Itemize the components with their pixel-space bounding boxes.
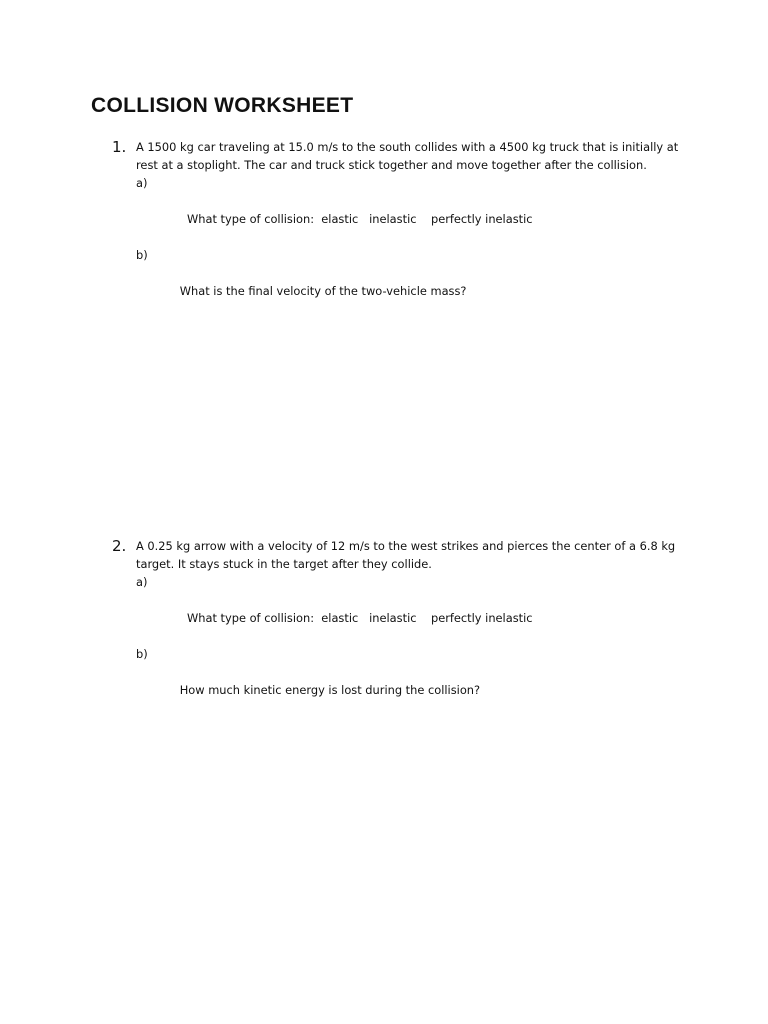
part-label: b) [136, 248, 148, 262]
question-part-b [136, 645, 682, 717]
part-text: How much kinetic energy is lost during the collision? [179, 683, 481, 697]
part-label: b) [136, 647, 148, 661]
question-1 [112, 138, 682, 318]
question-part-a [136, 573, 682, 645]
question-number: 1. [112, 138, 127, 156]
question-parts [136, 174, 682, 318]
question-number: 2. [112, 537, 127, 555]
page-title: COLLISION WORKSHEET [91, 94, 354, 117]
question-2 [112, 537, 682, 717]
question-part-a [136, 174, 682, 246]
question-parts [136, 573, 682, 717]
part-text: What type of collision: elastic inelastic perfectly inelastic [179, 212, 533, 226]
question-text: A 1500 kg car traveling at 15.0 m/s to the south collides with a 4500 kg truck that is initially at rest at a stoplight. The car and truck stick together and move together after the collision. [136, 140, 679, 172]
part-label: a) [136, 176, 148, 190]
question-text: A 0.25 kg arrow with a velocity of 12 m/s to the west strikes and pierces the center of a 6.8 kg target. It stays stuck in the target after they collide. [136, 539, 676, 571]
question-part-b [136, 246, 682, 318]
part-text: What type of collision: elastic inelastic perfectly inelastic [179, 611, 533, 625]
part-text: What is the final velocity of the two-vehicle mass? [179, 284, 467, 298]
part-label: a) [136, 575, 148, 589]
